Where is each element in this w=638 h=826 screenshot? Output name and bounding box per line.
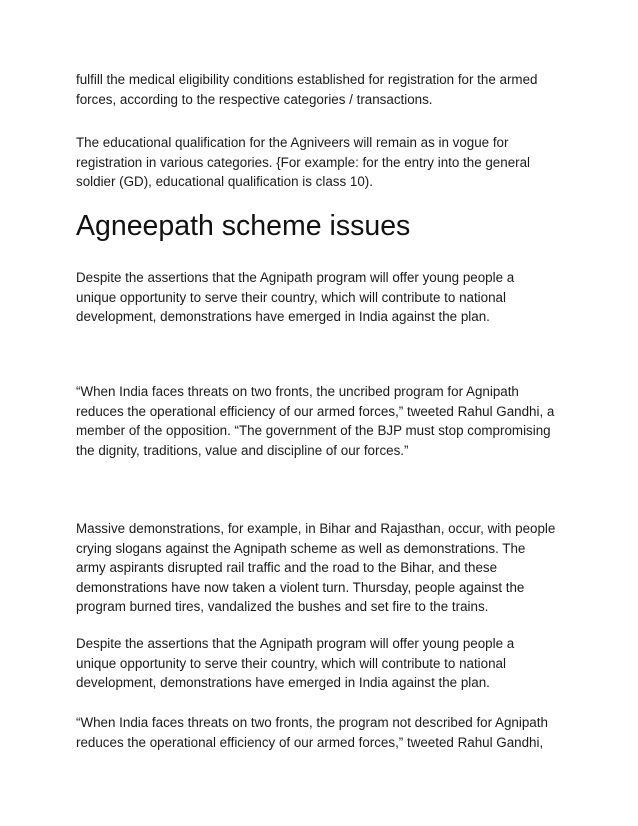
text-line: development, demonstrations have emerged in India against the plan. [76, 309, 490, 324]
section-heading: Agneepath scheme issues [76, 210, 411, 242]
text-line: army aspirants disrupted rail traffic and the road to the Bihar, and these [76, 560, 498, 575]
text-line: The educational qualification for the Agniveers will remain as in vogue for [76, 135, 509, 150]
text-line: “When India faces threats on two fronts, the uncribed program for Agnipath [76, 384, 519, 399]
text-line: program burned tires, vandalized the bushes and set fire to the trains. [76, 599, 489, 614]
text-line: unique opportunity to serve their country, which will contribute to national [76, 655, 506, 671]
paragraph-assertions-repeat [76, 634, 514, 693]
text-line: soldier (GD), educational qualification is class 10). [76, 174, 373, 189]
text-line: fulfill the medical eligibility conditions established for registration for the armed [76, 72, 538, 87]
paragraph-rahul-gandhi-quote [76, 382, 554, 460]
text-line: “When India faces threats on two fronts, the program not described for Agnipath [76, 715, 548, 730]
text-line: registration in various categories. {For example: for the entry into the general [76, 154, 531, 170]
paragraph-rahul-gandhi-quote-repeat [76, 713, 548, 752]
text-line: the dignity, traditions, value and discipline of our forces.” [76, 442, 409, 458]
paragraph-educational-qualification [76, 133, 530, 192]
text-line: Massive demonstrations, for example, in Bihar and Rajasthan, occur, with people [76, 521, 556, 536]
text-line: forces, according to the respective categories / transactions. [76, 91, 433, 107]
paragraph-medical-eligibility [76, 70, 537, 109]
text-line: Despite the assertions that the Agnipath program will offer young people a [76, 636, 515, 651]
text-line: reduces the operational efficiency of our armed forces,” tweeted Rahul Gandhi, a [76, 403, 555, 419]
text-line: crying slogans against the Agnipath scheme as well as demonstrations. The [76, 540, 526, 556]
text-line: reduces the operational efficiency of our armed forces,” tweeted Rahul Gandhi, [76, 734, 544, 750]
paragraph-assertions [76, 268, 514, 327]
text-line: Despite the assertions that the Agnipath program will offer young people a [76, 270, 515, 285]
text-line: unique opportunity to serve their country, which will contribute to national [76, 289, 506, 305]
text-line: member of the opposition. “The government of the BJP must stop compromising [76, 423, 551, 438]
paragraph-demonstrations [76, 519, 555, 617]
text-line: demonstrations have now taken a violent turn. Thursday, people against the [76, 579, 525, 595]
text-line: development, demonstrations have emerged in India against the plan. [76, 675, 490, 690]
